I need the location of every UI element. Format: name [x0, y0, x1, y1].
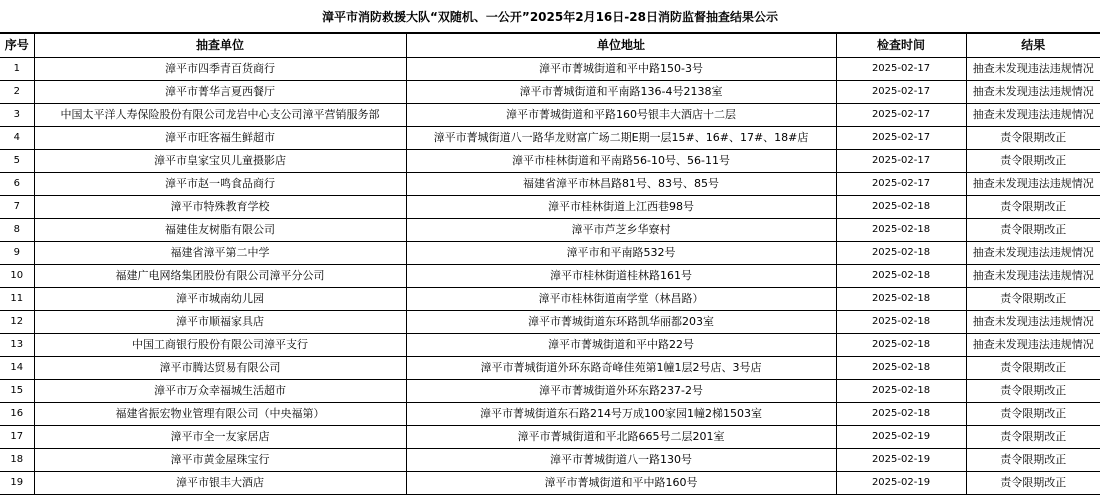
inspection-result: 抽查未发现违法违规情况 [966, 265, 1100, 288]
row-index: 14 [0, 357, 34, 380]
unit-name: 漳平市特殊教育学校 [34, 196, 406, 219]
inspection-date: 2025-02-18 [836, 288, 966, 311]
inspection-date: 2025-02-19 [836, 472, 966, 495]
unit-address: 漳平市菁城街道和平中路160号 [406, 472, 836, 495]
unit-name: 中国工商银行股份有限公司漳平支行 [34, 334, 406, 357]
row-index: 9 [0, 242, 34, 265]
inspection-date: 2025-02-17 [836, 127, 966, 150]
row-index: 6 [0, 173, 34, 196]
inspection-date: 2025-02-17 [836, 58, 966, 81]
unit-name: 漳平市菁华言夏西餐厅 [34, 81, 406, 104]
inspection-date: 2025-02-18 [836, 242, 966, 265]
table-row [0, 242, 1100, 265]
unit-name: 漳平市四季青百货商行 [34, 58, 406, 81]
inspection-date: 2025-02-18 [836, 265, 966, 288]
unit-name: 漳平市黄金屋珠宝行 [34, 449, 406, 472]
table-body [0, 58, 1100, 495]
unit-address: 漳平市菁城街道和平路160号银丰大酒店十二层 [406, 104, 836, 127]
table-row [0, 173, 1100, 196]
unit-address: 漳平市菁城街道东环路凯华丽都203室 [406, 311, 836, 334]
table-row [0, 426, 1100, 449]
results-table [0, 33, 1100, 495]
inspection-result: 责令限期改正 [966, 403, 1100, 426]
inspection-result: 责令限期改正 [966, 380, 1100, 403]
inspection-result: 责令限期改正 [966, 288, 1100, 311]
inspection-result: 抽查未发现违法违规情况 [966, 242, 1100, 265]
table-row [0, 196, 1100, 219]
table-row [0, 288, 1100, 311]
unit-address: 漳平市桂林街道桂林路161号 [406, 265, 836, 288]
unit-address: 漳平市菁城街道和平中路150-3号 [406, 58, 836, 81]
row-index: 5 [0, 150, 34, 173]
unit-name: 中国太平洋人寿保险股份有限公司龙岩中心支公司漳平营销服务部 [34, 104, 406, 127]
unit-address: 漳平市菁城街道八一路130号 [406, 449, 836, 472]
row-index: 3 [0, 104, 34, 127]
inspection-date: 2025-02-18 [836, 403, 966, 426]
inspection-date: 2025-02-18 [836, 380, 966, 403]
row-index: 7 [0, 196, 34, 219]
row-index: 17 [0, 426, 34, 449]
table-row [0, 357, 1100, 380]
header-unit: 抽查单位 [34, 34, 406, 58]
unit-name: 漳平市银丰大酒店 [34, 472, 406, 495]
unit-name: 福建省漳平第二中学 [34, 242, 406, 265]
header-row [0, 34, 1100, 58]
row-index: 2 [0, 81, 34, 104]
unit-address: 漳平市菁城街道东石路214号万成100家园1幢2梯1503室 [406, 403, 836, 426]
inspection-date: 2025-02-17 [836, 104, 966, 127]
unit-address: 漳平市桂林街道南学堂（林昌路） [406, 288, 836, 311]
inspection-result: 责令限期改正 [966, 150, 1100, 173]
row-index: 11 [0, 288, 34, 311]
inspection-result: 抽查未发现违法违规情况 [966, 81, 1100, 104]
inspection-date: 2025-02-17 [836, 173, 966, 196]
unit-address: 漳平市桂林街道和平南路56-10号、56-11号 [406, 150, 836, 173]
inspection-date: 2025-02-18 [836, 334, 966, 357]
unit-name: 漳平市全一友家居店 [34, 426, 406, 449]
row-index: 12 [0, 311, 34, 334]
row-index: 13 [0, 334, 34, 357]
unit-address: 漳平市菁城街道外环东路奇峰佳苑第1幢1层2号店、3号店 [406, 357, 836, 380]
inspection-date: 2025-02-17 [836, 150, 966, 173]
inspection-date: 2025-02-19 [836, 426, 966, 449]
unit-address: 漳平市菁城街道和平中路22号 [406, 334, 836, 357]
header-result: 结果 [966, 34, 1100, 58]
row-index: 19 [0, 472, 34, 495]
unit-address: 漳平市菁城街道和平南路136-4号2138室 [406, 81, 836, 104]
table-row [0, 472, 1100, 495]
inspection-result: 责令限期改正 [966, 449, 1100, 472]
unit-name: 福建广电网络集团股份有限公司漳平分公司 [34, 265, 406, 288]
row-index: 15 [0, 380, 34, 403]
table-row [0, 265, 1100, 288]
header-date: 检查时间 [836, 34, 966, 58]
inspection-result: 抽查未发现违法违规情况 [966, 334, 1100, 357]
table-row [0, 449, 1100, 472]
unit-name: 漳平市腾达贸易有限公司 [34, 357, 406, 380]
table-row [0, 219, 1100, 242]
inspection-result: 责令限期改正 [966, 357, 1100, 380]
inspection-date: 2025-02-18 [836, 219, 966, 242]
row-index: 16 [0, 403, 34, 426]
inspection-result: 责令限期改正 [966, 426, 1100, 449]
row-index: 4 [0, 127, 34, 150]
table-row [0, 104, 1100, 127]
inspection-result: 责令限期改正 [966, 219, 1100, 242]
header-address: 单位地址 [406, 34, 836, 58]
header-index: 序号 [0, 34, 34, 58]
inspection-date: 2025-02-18 [836, 357, 966, 380]
unit-name: 漳平市皇家宝贝儿童摄影店 [34, 150, 406, 173]
table-row [0, 311, 1100, 334]
table-row [0, 334, 1100, 357]
unit-name: 福建佳友树脂有限公司 [34, 219, 406, 242]
inspection-date: 2025-02-17 [836, 81, 966, 104]
unit-address: 福建省漳平市林昌路81号、83号、85号 [406, 173, 836, 196]
row-index: 1 [0, 58, 34, 81]
unit-name: 漳平市顺福家具店 [34, 311, 406, 334]
unit-name: 漳平市万众幸福城生活超市 [34, 380, 406, 403]
row-index: 8 [0, 219, 34, 242]
inspection-result: 责令限期改正 [966, 472, 1100, 495]
unit-name: 福建省振宏物业管理有限公司（中央福第） [34, 403, 406, 426]
table-row [0, 127, 1100, 150]
unit-address: 漳平市桂林街道上江西巷98号 [406, 196, 836, 219]
row-index: 18 [0, 449, 34, 472]
table-row [0, 81, 1100, 104]
unit-address: 漳平市菁城街道八一路华龙财富广场二期E期一层15#、16#、17#、18#店 [406, 127, 836, 150]
unit-name: 漳平市城南幼儿园 [34, 288, 406, 311]
inspection-result: 责令限期改正 [966, 196, 1100, 219]
unit-name: 漳平市赵一鸣食品商行 [34, 173, 406, 196]
inspection-date: 2025-02-19 [836, 449, 966, 472]
table-row [0, 58, 1100, 81]
inspection-result: 抽查未发现违法违规情况 [966, 104, 1100, 127]
unit-address: 漳平市菁城街道和平北路665号二层201室 [406, 426, 836, 449]
inspection-date: 2025-02-18 [836, 196, 966, 219]
unit-address: 漳平市菁城街道外环东路237-2号 [406, 380, 836, 403]
unit-address: 漳平市和平南路532号 [406, 242, 836, 265]
row-index: 10 [0, 265, 34, 288]
unit-name: 漳平市旺客福生鲜超市 [34, 127, 406, 150]
inspection-result: 抽查未发现违法违规情况 [966, 311, 1100, 334]
inspection-result: 责令限期改正 [966, 127, 1100, 150]
table-row [0, 380, 1100, 403]
table-row [0, 403, 1100, 426]
inspection-date: 2025-02-18 [836, 311, 966, 334]
unit-address: 漳平市芦芝乡华寮村 [406, 219, 836, 242]
sheet-title: 漳平市消防救援大队“双随机、一公开”2025年2月16日-28日消防监督抽查结果公示 [0, 0, 1100, 33]
table-row [0, 150, 1100, 173]
inspection-result: 抽查未发现违法违规情况 [966, 173, 1100, 196]
inspection-result: 抽查未发现违法违规情况 [966, 58, 1100, 81]
